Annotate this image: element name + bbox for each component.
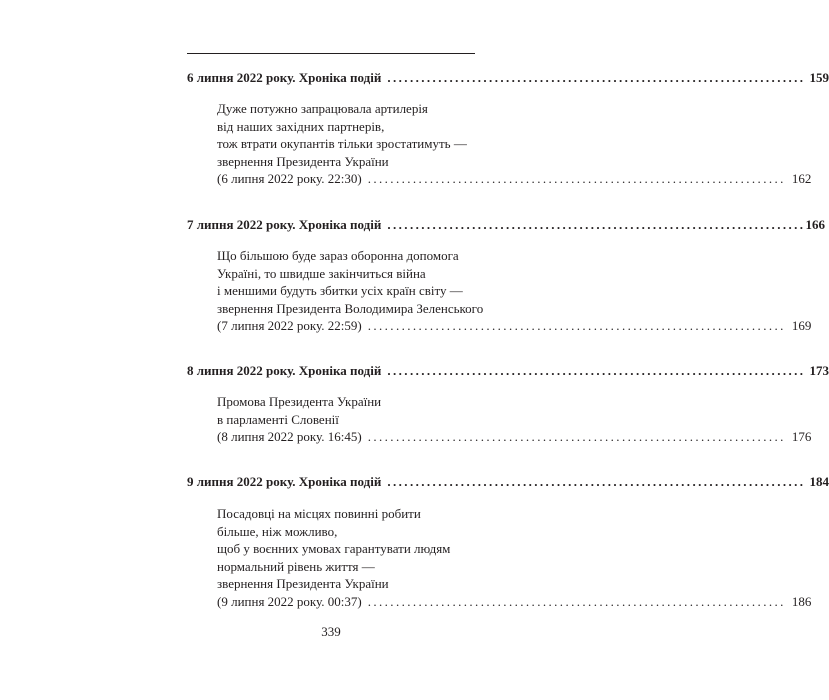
entry-line: звернення Президента Володимира Зеленського bbox=[217, 300, 484, 316]
entry-last-line bbox=[217, 593, 812, 611]
toc-section-jul-7 bbox=[187, 217, 825, 233]
entry-date: (6 липня 2022 року. 22:30) bbox=[217, 171, 362, 187]
entry-line: звернення Президента України bbox=[217, 153, 389, 169]
section-heading-text: 6 липня 2022 року. Хроніка подій bbox=[187, 70, 382, 85]
entry-date: (7 липня 2022 року. 22:59) bbox=[217, 318, 362, 334]
entry-line: Україні, то швидше закінчиться війна bbox=[217, 265, 426, 281]
section-heading bbox=[187, 217, 825, 233]
section-heading-text: 9 липня 2022 року. Хроніка подій bbox=[187, 474, 382, 489]
dot-leader: .......................................................................... bbox=[367, 318, 786, 334]
entry-last-line bbox=[217, 170, 812, 188]
entry-line: щоб у воєнних умовах гарантувати людям bbox=[217, 541, 451, 557]
entry-date: (8 липня 2022 року. 16:45) bbox=[217, 429, 362, 445]
top-rule bbox=[187, 53, 475, 54]
entry-page-number: 186 bbox=[791, 593, 812, 609]
toc-entry bbox=[217, 393, 812, 446]
entry-line: і меншими будуть збитки усіх країн світу — bbox=[217, 283, 463, 299]
entry-page-number: 176 bbox=[791, 429, 812, 445]
section-page-number: 166 bbox=[805, 217, 825, 232]
dot-leader: .......................................................................... bbox=[387, 474, 806, 489]
entry-line: Що більшою буде зараз оборонна допомога bbox=[217, 248, 459, 263]
toc-entry bbox=[217, 100, 812, 188]
section-heading-text: 8 липня 2022 року. Хроніка подій bbox=[187, 363, 382, 378]
section-heading bbox=[187, 474, 829, 490]
entry-line: Посадовці на місцях повинні робити bbox=[217, 506, 421, 521]
entry-date: (9 липня 2022 року. 00:37) bbox=[217, 593, 362, 609]
dot-leader: .......................................................................... bbox=[387, 70, 806, 85]
section-heading-text: 7 липня 2022 року. Хроніка подій bbox=[187, 217, 382, 232]
toc-section-jul-6 bbox=[187, 70, 829, 86]
entry-last-line bbox=[217, 317, 812, 335]
entry-line: нормальний рівень життя — bbox=[217, 558, 375, 574]
dot-leader: .......................................................................... bbox=[367, 429, 786, 445]
dot-leader: .......................................................................... bbox=[367, 593, 786, 609]
toc-entry bbox=[217, 247, 812, 335]
entry-line: в парламенті Словенії bbox=[217, 411, 339, 427]
page-number-footer: 339 bbox=[321, 624, 341, 639]
entry-line: більше, ніж можливо, bbox=[217, 523, 338, 539]
dot-leader: .......................................................................... bbox=[367, 171, 786, 187]
entry-line: Дуже потужно запрацювала артилерія bbox=[217, 101, 428, 116]
section-page-number: 184 bbox=[809, 474, 829, 489]
toc-entry bbox=[217, 505, 812, 611]
section-page-number: 173 bbox=[809, 363, 829, 378]
entry-line: звернення Президента України bbox=[217, 576, 389, 592]
section-heading bbox=[187, 363, 829, 379]
entry-line: тож втрати окупантів тільки зростатимуть — bbox=[217, 136, 467, 152]
dot-leader: .......................................................................... bbox=[387, 217, 806, 232]
entry-last-line bbox=[217, 428, 812, 446]
entry-page-number: 169 bbox=[791, 318, 812, 334]
toc-section-jul-9 bbox=[187, 474, 829, 490]
section-heading bbox=[187, 70, 829, 86]
entry-page-number: 162 bbox=[791, 171, 812, 187]
section-page-number: 159 bbox=[809, 70, 829, 85]
entry-line: від наших західних партнерів, bbox=[217, 118, 385, 134]
entry-line: Промова Президента України bbox=[217, 394, 382, 409]
dot-leader: .......................................................................... bbox=[387, 363, 806, 378]
toc-section-jul-8 bbox=[187, 363, 829, 379]
